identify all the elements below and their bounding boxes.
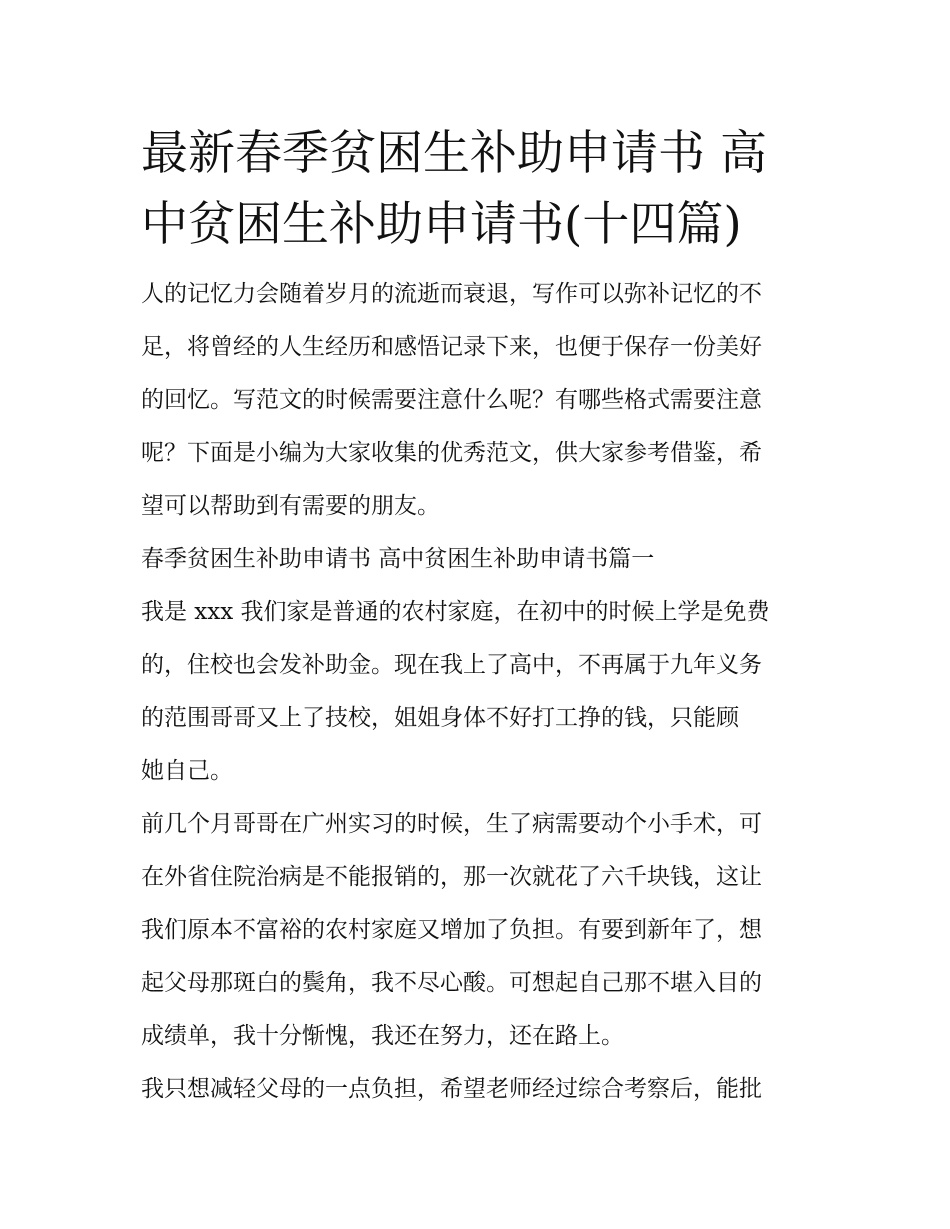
text-line: 在外省住院治病是不能报销的，那一次就花了六千块钱，这让: [141, 864, 762, 890]
section-heading: [141, 541, 813, 577]
title-line: 中贫困生补助申请书(十四篇): [141, 197, 742, 252]
text-line: 我只想减轻父母的一点负担，希望老师经过综合考察后，能批: [141, 1076, 762, 1102]
text-line: 望可以帮助到有需要的朋友。: [141, 493, 440, 519]
document-title: [141, 118, 813, 260]
text-line: 我们原本不富裕的农村家庭又增加了负担。有要到新年了，想: [141, 917, 762, 943]
text-line: 呢？下面是小编为大家收集的优秀范文，供大家参考借鉴，希: [141, 440, 762, 466]
text-line: 我是 xxx 我们家是普通的农村家庭，在初中的时候上学是免费: [141, 599, 770, 625]
text-line: 起父母那斑白的鬓角，我不尽心酸。可想起自己那不堪入目的: [141, 970, 762, 996]
body-paragraph-1: [141, 594, 813, 789]
body-paragraph-2: [141, 806, 813, 1054]
text-line: 的，住校也会发补助金。现在我上了高中，不再属于九年义务: [141, 652, 762, 678]
text-line: 人的记忆力会随着岁月的流逝而衰退，写作可以弥补记忆的不: [141, 281, 762, 307]
text-line: 足，将曾经的人生经历和感悟记录下来，也便于保存一份美好: [141, 334, 762, 360]
text-line: 的范围哥哥又上了技校，姐姐身体不好打工挣的钱，只能顾: [141, 705, 739, 731]
text-line: 前几个月哥哥在广州实习的时候，生了病需要动个小手术，可: [141, 811, 762, 837]
title-line: 最新春季贫困生补助申请书 高: [141, 126, 767, 181]
text-line: 的回忆。写范文的时候需要注意什么呢？有哪些格式需要注意: [141, 387, 762, 413]
intro-paragraph: [141, 276, 813, 524]
text-line: 成绩单，我十分惭愧，我还在努力，还在路上。: [141, 1023, 624, 1049]
body-paragraph-3: [141, 1071, 813, 1107]
document-page: [141, 118, 813, 1124]
text-line: 春季贫困生补助申请书 高中贫困生补助申请书篇一: [141, 546, 655, 572]
text-line: 她自己。: [141, 758, 233, 784]
